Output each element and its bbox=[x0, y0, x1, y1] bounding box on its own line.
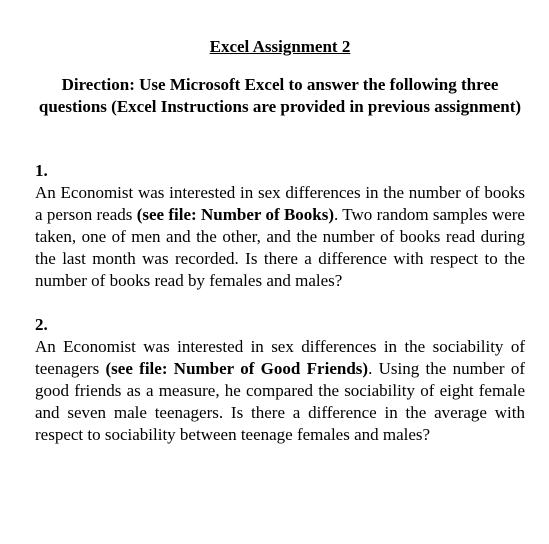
direction-text: Direction: Use Microsoft Excel to answer the following three questions (Excel Instructions are provided in previous assignment) bbox=[38, 75, 522, 116]
question-text bbox=[35, 182, 525, 292]
question-text-end: . Using the number of good friends as a measure, he compared the sociability of eight female and seven male teenagers. Is there a difference in the average with respect to sociability between teenage females and males? bbox=[35, 359, 526, 444]
question-text-end: . Two random samples were taken, one of men and the other, and the number of books read during the last month was recorded. Is there a difference with respect to the number of books read by females and males? bbox=[35, 205, 525, 290]
question-1 bbox=[35, 160, 525, 292]
question-2 bbox=[35, 314, 525, 446]
question-number: 2. bbox=[35, 315, 48, 334]
document-title: Excel Assignment 2 bbox=[209, 37, 351, 56]
file-reference: (see file: Number of Good Friends) bbox=[105, 359, 369, 378]
document-page bbox=[35, 37, 525, 446]
file-reference: (see file: Number of Books) bbox=[136, 205, 335, 224]
question-number: 1. bbox=[35, 161, 48, 180]
question-text bbox=[35, 336, 525, 446]
question-text-start: An Economist was interested in sex differences in the sociability of teenagers bbox=[35, 337, 525, 378]
question-text-start: An Economist was interested in sex differences in the number of books a person reads bbox=[35, 183, 525, 224]
